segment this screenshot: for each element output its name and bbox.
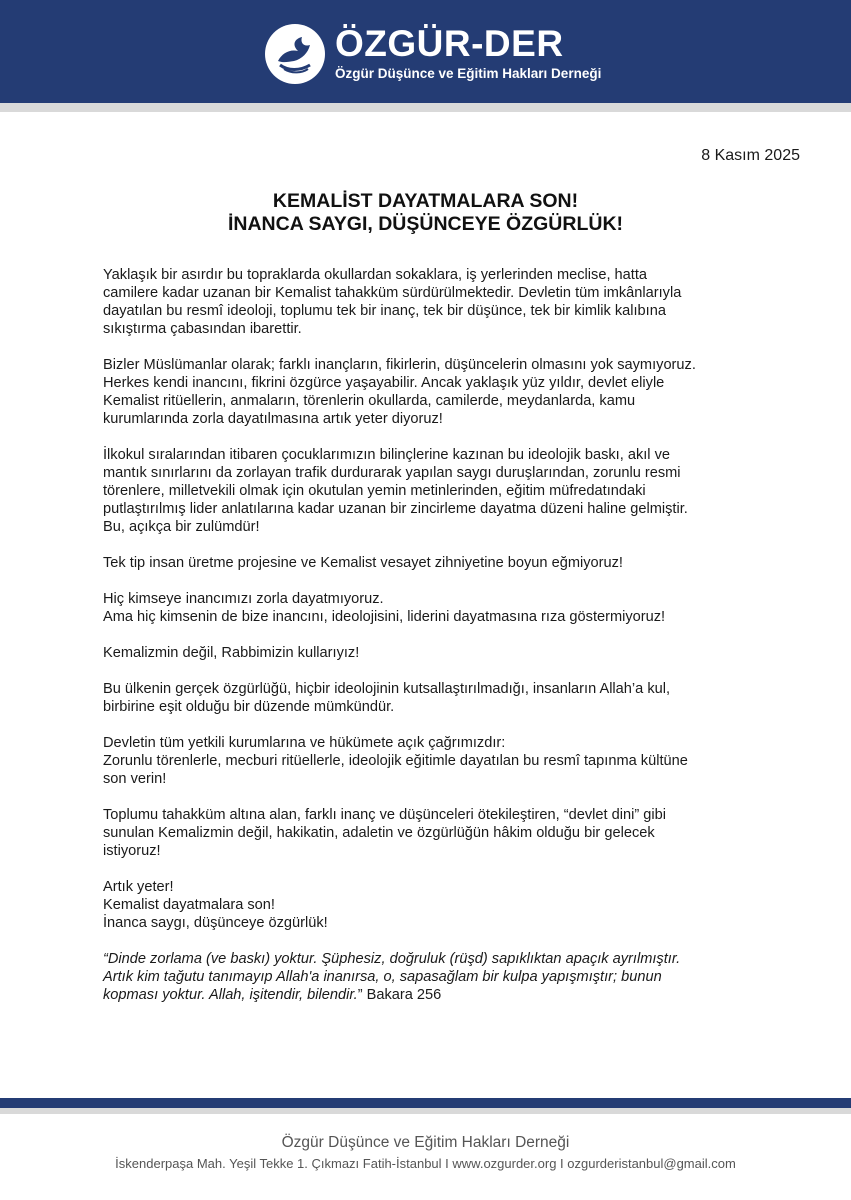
paragraph-line: Devletin tüm yetkili kurumlarına ve hükümete açık çağrımızdır: xyxy=(103,735,506,751)
paragraph xyxy=(103,356,763,428)
paragraph-line: kurumlarında zorla dayatılmasına artık yeter diyoruz! xyxy=(103,411,443,427)
paragraph-line: Ama hiç kimsenin de bize inancını, ideolojisini, liderini dayatmasına rıza göstermiyoruz! xyxy=(103,609,666,625)
paragraph xyxy=(103,446,763,536)
paragraph xyxy=(103,806,763,860)
paragraph-line: Herkes kendi inancını, fikrini özgürce yaşayabilir. Ancak yaklaşık yüz yıldır, devlet eliyle xyxy=(103,375,665,391)
paragraph xyxy=(103,554,763,572)
paragraph-line: Artık yeter! xyxy=(103,879,174,895)
paragraph-line: Tek tip insan üretme projesine ve Kemalist vesayet zihniyetine boyun eğmiyoruz! xyxy=(103,555,623,571)
paragraph-line: törenlere, milletvekili olmak için okutulan yemin metinlerinden, eğitim müfredatındaki xyxy=(103,483,646,499)
paragraph-line: Toplumu tahakküm altına alan, farklı inanç ve düşünceleri ötekileştiren, “devlet dini” gibi xyxy=(103,807,666,823)
footer-bar xyxy=(0,1098,851,1108)
paragraph xyxy=(103,878,763,932)
logo xyxy=(265,22,601,86)
paragraph-line: istiyoruz! xyxy=(103,843,161,859)
footer-contact-info: İskenderpaşa Mah. Yeşil Tekke 1. Çıkmazı Fatih-İstanbul I www.ozgurder.org I ozgurderistanbul@gmail.com xyxy=(115,1156,736,1171)
paragraph-line: mantık sınırlarını da zorlayan trafik durdurarak yapılan saygı duruşlarından, zorunlu resmi xyxy=(103,465,681,481)
paragraph-line: Hiç kimseye inancımızı zorla dayatmıyoruz. xyxy=(103,591,384,607)
quote-line: kopması yoktur. Allah, işitendir, bilendir. xyxy=(103,987,358,1003)
paragraph-line: Kemalist dayatmalara son! xyxy=(103,897,275,913)
letterhead-header xyxy=(0,0,851,103)
document-title xyxy=(0,190,851,236)
paragraph xyxy=(103,266,763,338)
paragraph-line: putlaştırılmış lider anlatılarına kadar uzanan bir zincirleme dayatma düzeni haline gelmiştir. xyxy=(103,501,688,517)
paragraph-line: Kemalizmin değil, Rabbimizin kullarıyız! xyxy=(103,645,360,661)
paragraph-line: İnanca saygı, düşünceye özgürlük! xyxy=(103,915,328,931)
quote-reference: ” Bakara 256 xyxy=(357,987,442,1003)
logo-tagline: Özgür Düşünce ve Eğitim Hakları Derneği xyxy=(335,66,602,81)
paragraph-line: birbirine eşit olduğu bir düzende mümkündür. xyxy=(103,699,395,715)
paragraph-line: dayatılan bu resmî ideoloji, toplumu tek bir inanç, tek bir düşünce, tek bir kimlik kalıbına xyxy=(103,303,666,319)
quran-quote xyxy=(103,950,763,1004)
paragraph xyxy=(103,734,763,788)
paragraph xyxy=(103,644,763,662)
paragraph-line: son verin! xyxy=(103,771,167,787)
paragraph xyxy=(103,590,763,626)
footer-divider xyxy=(0,1108,851,1114)
bird-logo-icon xyxy=(265,24,325,84)
paragraph-line: İlkokul sıralarından itibaren çocuklarımızın bilinçlerine kazınan bu ideolojik baskı, akıl ve xyxy=(103,447,671,463)
footer-organization-name: Özgür Düşünce ve Eğitim Hakları Derneği xyxy=(281,1134,570,1151)
header-divider xyxy=(0,103,851,112)
document-date: 8 Kasım 2025 xyxy=(701,147,800,164)
title-line-2: İNANCA SAYGI, DÜŞÜNCEYE ÖZGÜRLÜK! xyxy=(227,213,624,235)
title-line-1: KEMALİST DAYATMALARA SON! xyxy=(272,190,579,212)
logo-name: ÖZGÜR-DER xyxy=(335,23,564,64)
paragraph-line: Kemalist ritüellerin, anmaların, törenlerin okullarda, camilerde, meydanlarda, kamu xyxy=(103,393,636,409)
paragraph-line: Zorunlu törenlerle, mecburi ritüellerle, ideolojik eğitimle dayatılan bu resmî tapınma kültüne xyxy=(103,753,688,769)
paragraph-line: camilere kadar uzanan bir Kemalist tahakküm sürdürülmektedir. Devletin tüm imkânlarıyla xyxy=(103,285,682,301)
paragraph-line: Bizler Müslümanlar olarak; farklı inançların, fikirlerin, düşüncelerin olmasını yok saymıyoruz. xyxy=(103,357,696,373)
paragraph-line: Yaklaşık bir asırdır bu topraklarda okullardan sokaklara, iş yerlerinden meclise, hatta xyxy=(103,267,648,283)
paragraph-line: sunulan Kemalizmin değil, hakikatin, adaletin ve özgürlüğün hâkim olduğu bir gelecek xyxy=(103,825,655,841)
paragraph-line: Bu ülkenin gerçek özgürlüğü, hiçbir ideolojinin kutsallaştırılmadığı, insanların Allah’a kul, xyxy=(103,681,671,697)
quote-line: Artık kim tağutu tanımayıp Allah'a inanırsa, o, sapasağlam bir kulpa yapışmıştır; bunun xyxy=(103,969,662,985)
paragraph-line: Bu, açıkça bir zulümdür! xyxy=(103,519,260,535)
quote-line: “Dinde zorlama (ve baskı) yoktur. Şüphesiz, doğruluk (rüşd) sapıklıktan apaçık ayrılmıştır. xyxy=(103,951,681,967)
paragraph xyxy=(103,680,763,716)
paragraph-line: sıkıştırma çabasından ibarettir. xyxy=(103,321,302,337)
document-body xyxy=(103,266,763,1022)
